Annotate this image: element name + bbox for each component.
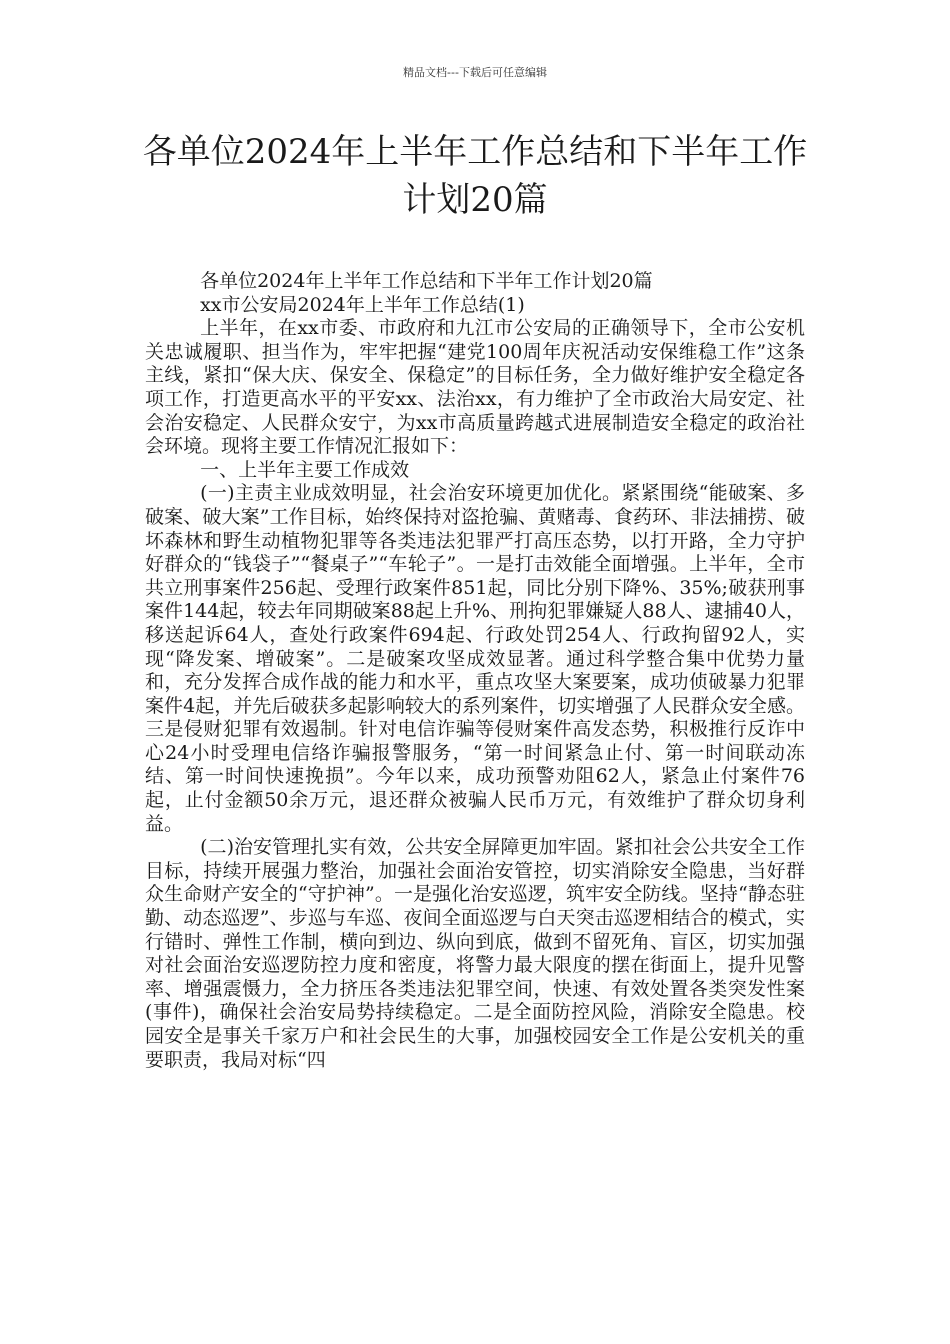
header-note: 精品文档---下载后可任意编辑 — [403, 66, 547, 79]
body-paragraph-section-2: (二)治安管理扎实有效，公共安全屏障更加牢固。紧扣社会公共安全工作目标，持续开展强力整治，加强社会面治安管控，切实消除安全隐患，当好群众生命财产安全的“守护神”。一是强化治安巡逻，筑牢安全防线。坚持“静态驻勤、动态巡逻”、步巡与车巡、夜间全面巡逻与白天突击巡逻相结合的模式，实行错时、弹性工作制，横向到边、纵向到底，做到不留死角、盲区，切实加强对社会面治安巡逻防控力度和密度，将警力最大限度的摆在街面上，提升见警率、增强震慑力，全力挤压各类违法犯罪空间，快速、有效处置各类突发性案(事件)，确保社会治安局势持续稳定。二是全面防控风险，消除安全隐患。校园安全是事关千家万户和社会民生的大事，加强校园安全工作是公安机关的重要职责，我局对标“四 — [145, 836, 805, 1071]
body-paragraph-section-1: (一)主责主业成效明显，社会治安环境更加优化。紧紧围绕“能破案、多破案、破大案”工作目标，始终保持对盗抢骗、黄赌毒、食药环、非法捕捞、破坏森林和野生动植物犯罪等各类违法犯罪严打高压态势，以打开路，全力守护好群众的“钱袋子”“餐桌子”“车轮子”。一是打击效能全面增强。上半年，全市共立刑事案件256起、受理行政案件851起，同比分别下降%、35%;破获刑事案件144起，较去年同期破案88起上升%、刑拘犯罪嫌疑人88人、逮捕40人，移送起诉64人，查处行政案件694起、行政处罚254人、行政拘留92人，实现“降发案、增破案”。二是破案攻坚成效显著。通过科学整合集中优势力量和，充分发挥合成作战的能力和水平，重点攻坚大案要案，成功侦破暴力犯罪案件4起，并先后破获多起影响较大的系列案件，切实增强了人民群众安全感。三是侵财犯罪有效遏制。针对电信诈骗等侵财案件高发态势，积极推行反诈中心24小时受理电信络诈骗报警服务，“第一时间紧急止付、第一时间联动冻结、第一时间快速挽损”。今年以来，成功预警劝阻62人，紧急止付案件76起，止付金额50余万元，退还群众被骗人民币万元，有效维护了群众切身利益。 — [145, 482, 805, 835]
body-section-heading: 一、上半年主要工作成效 — [200, 458, 410, 481]
body-paragraph-subheading: xx市公安局2024年上半年工作总结(1) — [200, 293, 525, 316]
document-title: 各单位2024年上半年工作总结和下半年工作计划20篇 — [142, 132, 808, 220]
body-paragraph-heading: 各单位2024年上半年工作总结和下半年工作计划20篇 — [200, 270, 653, 292]
body-paragraph-intro: 上半年，在xx市委、市政府和九江市公安局的正确领导下，全市公安机关忠诚履职、担当作为，牢牢把握“建党100周年庆祝活动安保维稳工作”这条主线，紧扣“保大庆、保安全、保稳定”的目标任务，全力做好维护安全稳定各项工作，打造更高水平的平安xx、法治xx，有力维护了全市政治大局安定、社会治安稳定、人民群众安宁，为xx市高质量跨越式进展制造安全稳定的政治社会环境。现将主要工作情况汇报如下： — [145, 317, 805, 458]
document-body — [145, 270, 805, 1072]
